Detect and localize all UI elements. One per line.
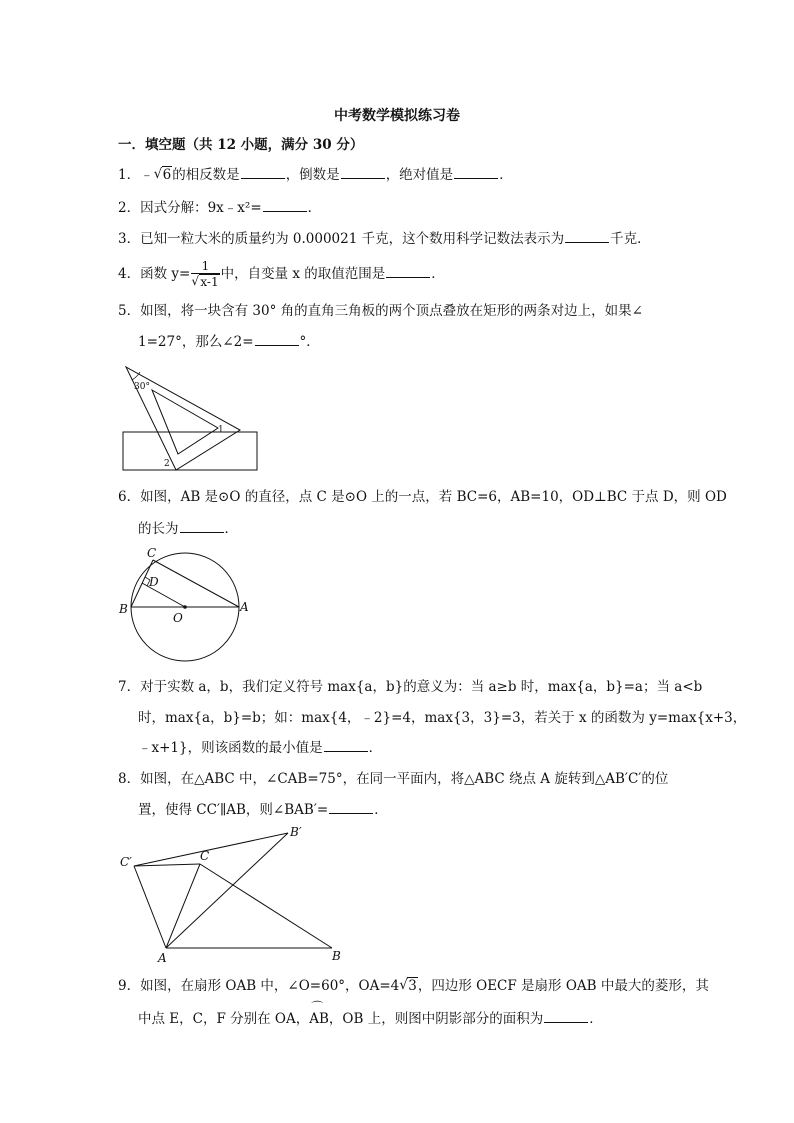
- question-number: 1．: [118, 167, 141, 183]
- question-9-line-1: 9．如图，在扇形 OAB 中，∠O=60°，OA=4√ 3，四边形 OECF 是扇形 OAB 中最大的菱形，其: [118, 977, 709, 995]
- section-heading: 一．填空题（共 12 小题，满分 30 分）: [118, 137, 364, 153]
- label-d: D: [149, 575, 159, 589]
- label-b: B: [119, 602, 128, 616]
- answer-blank: [454, 166, 498, 179]
- rectangle-shape: [123, 432, 257, 470]
- question-6-line-1: 6．如图，AB 是⊙O 的直径，点 C 是⊙O 上的一点，若 BC=6，AB=10，OD⊥BC 于点 D，则 OD: [118, 489, 727, 505]
- question-6-line-2: 的长为 ．: [138, 521, 238, 537]
- question-8-line-1: 8．如图，在△ABC 中，∠CAB=75°，在同一平面内，将△ABC 绕点 A 旋转到△AB′C′的位: [118, 771, 669, 787]
- sqrt-expression: √ 6: [154, 166, 173, 184]
- angle-2-label: 2: [164, 459, 170, 469]
- circle-figure: [115, 545, 255, 663]
- label-a: A: [240, 600, 249, 614]
- question-3: 3．已知一粒大米的质量约为 0.000021 千克，这个数用科学记数法表示为 千克．: [118, 231, 651, 247]
- question-4: 4．函数 y= 1 √ x-1 中，自变量 x 的取值范围是 ．: [118, 258, 445, 290]
- triangle-ruler-figure: [118, 362, 268, 474]
- label-b: B: [332, 949, 341, 963]
- answer-blank: [255, 333, 299, 346]
- answer-blank: [324, 739, 368, 752]
- label-c-prime: C′: [120, 855, 132, 869]
- label-b-prime: B′: [290, 825, 302, 839]
- rotation-figure: [118, 824, 358, 966]
- answer-blank: [544, 1010, 588, 1023]
- angle-30-label: 30°: [134, 382, 150, 392]
- chord-ca: [153, 560, 239, 607]
- fraction-expression: 1 √ x-1: [191, 259, 219, 290]
- question-2: 2．因式分解：9x﹣x²= ．: [118, 200, 322, 216]
- question-7-line-1: 7．对于实数 a，b，我们定义符号 max{a，b}的意义为：当 a≥b 时，max{a，b}=a；当 a<b: [118, 679, 703, 695]
- label-c: C: [200, 849, 210, 863]
- question-9-line-2: 中点 E，C，F 分别在 OA，⌒ AB，OB 上，则图中阴影部分的面积为 ．: [138, 1010, 603, 1028]
- sqrt-expression: √ 3: [399, 977, 418, 995]
- question-8-line-2: 置，使得 CC′∥AB，则∠BAB′= ．: [138, 802, 388, 818]
- answer-blank: [263, 199, 307, 212]
- arc-ab: ⌒ AB: [309, 1010, 329, 1028]
- question-5-line-1: 5．如图，将一块含有 30° 角的直角三角板的两个顶点叠放在矩形的两条对边上，如果∠: [118, 303, 643, 319]
- answer-blank: [386, 265, 430, 278]
- label-a: A: [158, 951, 167, 965]
- question-5-line-2: 1=27°，那么∠2= °．: [138, 334, 320, 350]
- answer-blank: [341, 166, 385, 179]
- document-title: 中考数学模拟练习卷: [334, 108, 460, 124]
- label-c: C: [147, 546, 157, 560]
- answer-blank: [180, 520, 224, 533]
- answer-blank: [241, 166, 285, 179]
- answer-blank: [565, 230, 609, 243]
- question-7-line-2: 时，max{a，b}=b；如：max{4，﹣2}=4，max{3，3}=3，若关于 x 的函数为 y=max{x+3，: [138, 710, 747, 726]
- label-o: O: [173, 611, 183, 625]
- question-7-line-3: ﹣x+1}，则该函数的最小值是 ．: [138, 740, 383, 756]
- angle-1-label: 1: [218, 425, 224, 435]
- question-1: 1．﹣√ 6的相反数是 ，倒数是 ，绝对值是 ．: [118, 166, 513, 184]
- answer-blank: [329, 801, 373, 814]
